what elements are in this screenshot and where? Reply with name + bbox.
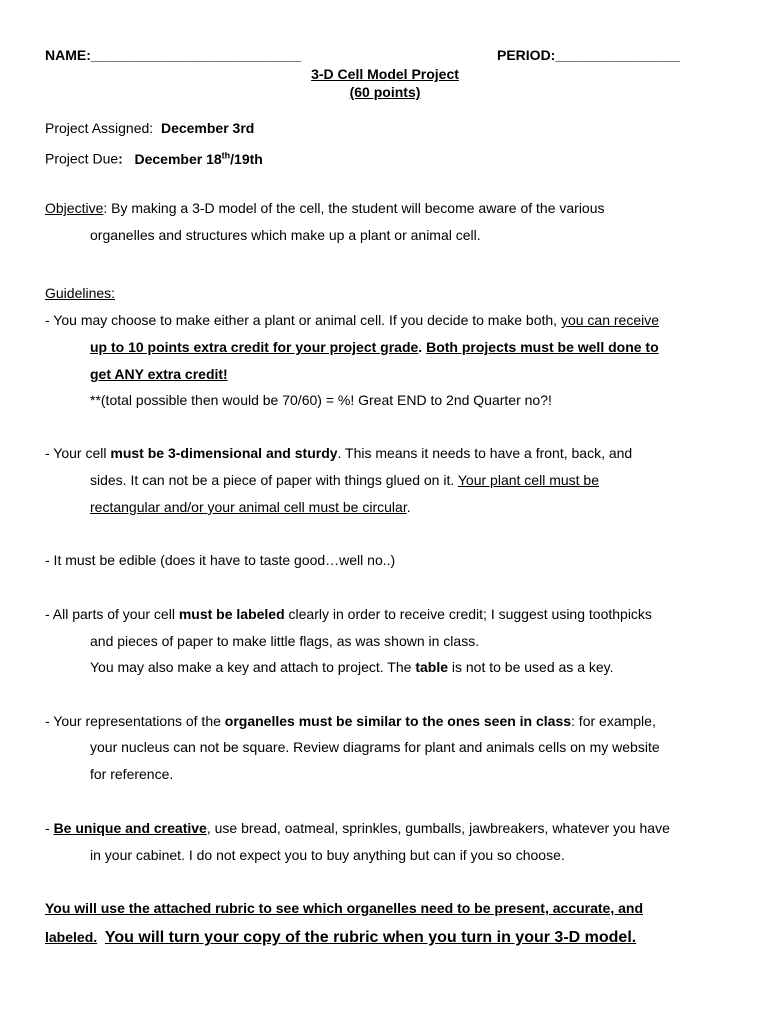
guideline-4-line-3: You may also make a key and attach to project. The table is not to be used as a key. — [90, 659, 614, 675]
guideline-2-line-1: - Your cell must be 3-dimensional and sturdy. This means it needs to have a front, back, and — [45, 445, 633, 461]
guideline-5-line-1: - Your representations of the organelles must be similar to the ones seen in class: for example, — [45, 713, 656, 729]
guideline-5-line-3: for reference. — [90, 766, 174, 782]
objective-line-2: organelles and structures which make up a plant or animal cell. — [90, 227, 481, 243]
guideline-6-line-2: in your cabinet. I do not expect you to buy anything but can if you so choose. — [90, 847, 565, 863]
guideline-1-line-3: get ANY extra credit! — [90, 366, 228, 382]
objective-line-1: Objective: By making a 3-D model of the cell, the student will become aware of the various — [45, 200, 605, 216]
assigned-label: Project Assigned: — [45, 120, 154, 136]
assigned-value: December 3rd — [160, 120, 255, 136]
guideline-2-line-3: rectangular and/or your animal cell must be circular. — [90, 499, 411, 515]
project-points: (60 points) — [349, 84, 421, 100]
guideline-1-line-2: up to 10 points extra credit for your project grade. Both projects must be well done to — [90, 339, 659, 355]
due-value: December 18th/19th — [134, 150, 263, 167]
guideline-1-line-1: - You may choose to make either a plant or animal cell. If you decide to make both, you can receive — [45, 312, 660, 328]
due-label: Project Due — [45, 150, 119, 167]
guideline-1-line-4: **(total possible then would be 70/60) = %! Great END to 2nd Quarter no?! — [90, 392, 552, 408]
due-colon: : — [118, 150, 123, 167]
due-line — [45, 146, 263, 168]
guidelines-label: Guidelines: — [45, 285, 116, 301]
guideline-4-line-2: and pieces of paper to make little flags, as was shown in class. — [90, 633, 480, 649]
footer-line-1: You will use the attached rubric to see which organelles need to be present, accurate, and — [45, 900, 644, 916]
guideline-3: - It must be edible (does it have to taste good…well no..) — [45, 552, 396, 568]
footer-line-2: labeled. You will turn your copy of the rubric when you turn in your 3-D model. — [45, 929, 637, 946]
guideline-5-line-2: your nucleus can not be square. Review diagrams for plant and animals cells on my website — [90, 739, 660, 755]
objective-label: Objective — [45, 200, 104, 216]
guideline-4-line-1: - All parts of your cell must be labeled clearly in order to receive credit; I suggest using toothpicks — [45, 606, 652, 622]
guideline-6-line-1: - Be unique and creative, use bread, oatmeal, sprinkles, gumballs, jawbreakers, whatever you have — [45, 820, 670, 836]
period-line — [497, 46, 680, 64]
name-line — [45, 46, 301, 64]
project-title: 3-D Cell Model Project — [311, 66, 459, 82]
assigned-line — [45, 119, 254, 137]
name-label: NAME: — [45, 47, 91, 63]
guideline-2-line-2: sides. It can not be a piece of paper with things glued on it. Your plant cell must be — [90, 472, 599, 488]
period-label: PERIOD: — [497, 47, 556, 63]
name-blank: ___________________________ — [90, 47, 302, 63]
period-blank: ________________ — [555, 47, 680, 63]
